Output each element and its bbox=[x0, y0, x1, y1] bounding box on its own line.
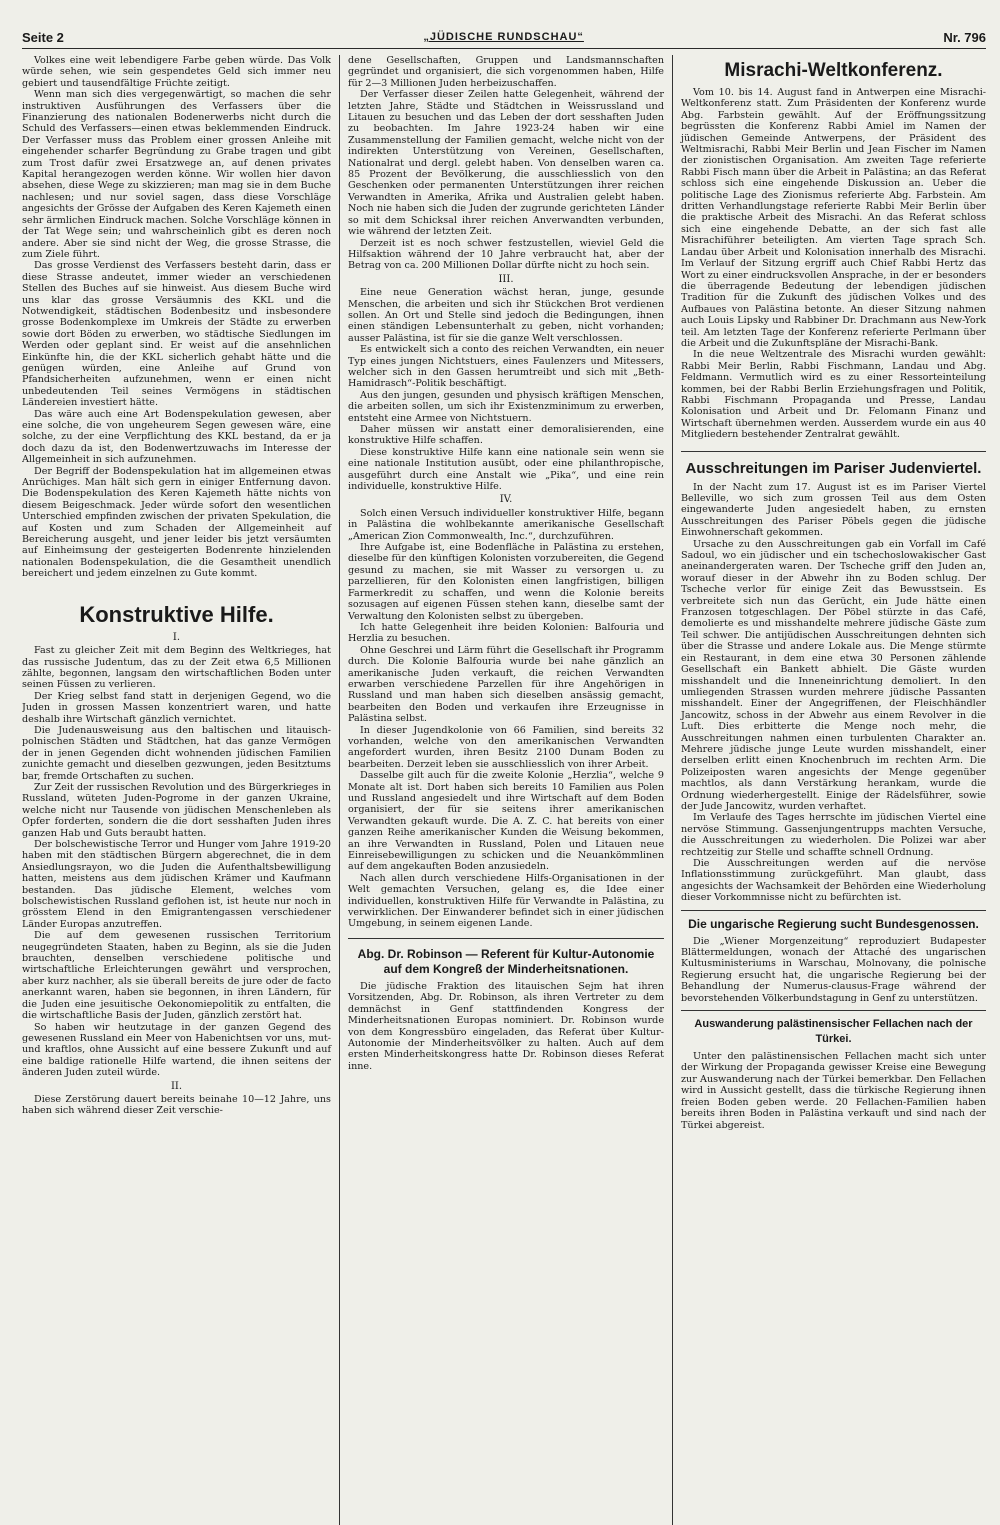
section-number: IV. bbox=[499, 494, 513, 506]
paragraph: Ohne Geschrei und Lärm führt die Gesellschaft ihr Programm durch. Die Kolonie Balfouria wurde bei nahe gänzlich an amerikanische Juden verkauft, die reichen Verwandten erwarben verschiedene Parzellen für ihre Angehörigen in Russland und man haben sich dieselben ansässig gemacht, bearbeiten den Boden und verkaufen ihre Erzeugnisse in Palästina selbst. bbox=[348, 644, 664, 725]
paragraph: In dieser Jugendkolonie von 66 Familien, sind bereits 32 vorhanden, welche von den amerikanischen Verwandten angefordert wurden, ihren Besitz 2100 Dunam Boden zu bearbeiten. Derzeit leben sie ausschliesslich von ihrer Arbeit. bbox=[348, 724, 664, 770]
paragraph: Diese konstruktive Hilfe kann eine nationale sein wenn sie eine nationale Institution ausübt, oder eine philanthropische, ausgeführt durch eine Anstalt wie „Pika“, und eine rein individuelle, konstruktive Hilfe. bbox=[348, 446, 664, 493]
paragraph: Vom 10. bis 14. August fand in Antwerpen eine Misrachi-Weltkonferenz statt. Zum Präsidenten der Konferenz wurde Abg. Farbstein gewählt. Auf der Eröffnungssitzung begrüssten die Konferenz Rabbi Amiel im Namen der jüdischen Gemeinde Antwerpens, der Präsident des Weltmisrachi, Rabbi Meir Berlin und Jean Fischer im Namen der zionistischen Organisation. Am zweiten Tage referierte Rabbi Fisch mann über die Arbeit in Palästina; an das Referat schloss sich eine eingehende Diskussion an. Ueber die politische Lage des Zionismus referierte Abg. Farbstein. Am dritten Verhandlungstage referierte Rabbi Meir Berlin über die praktische Arbeit des Misrachi. An das Referat schloss sich eine eingehende Debatte, an der sich fast alle Misrachiführer beteiligten. Am vierten Tage sprach Sch. Landau über Arbeit und Kolonisation innerhalb des Misrachi. Im Verlauf der Sitzung ergriff auch Chief Rabbi Hertz das Wort zu einer eindrucksvollen Ansprache, in der er besonders die überragende Bedeutung der lebendigen jüdischen Tradition für die Zukunft des jüdischen Volkes und des Aufbaues von Palästina betonte. An dieser Sitzung nahmen auch Louis Lipsky und Rabbiner Dr. Drachmann aus New-York teil. Am letzten Tage der Konferenz referierte Perlmann über die Arbeit und die Zukunftspläne der Misrachi-Bank. bbox=[681, 87, 986, 349]
paragraph: Ursache zu den Ausschreitungen gab ein Vorfall im Café Sadoul, wo ein jüdischer und ein tschechoslowakischer Gast aneinandergeraten waren. Der Tscheche griff den Juden an, worauf dieser in der Abwehr ihn zu Boden schlug. Der Tscheche verlor für einige Zeit das Bewusstsein. Es verbreitete sich nun das Gerücht, ein Jude hätte einen Franzosen totgeschlagen. Der Pöbel stürzte in das Café, demolierte es und misshandelte mehrere jüdische Gäste zum Teil schwer. Die antijüdischen Ausschreitungen dehnten sich über die Strasse und andere Lokale aus. Die Menge stürmte ein Restaurant, in dem eine etwa 30 Personen zählende Gesellschaft ein Bankett abhielt. Die Gäste wurden misshandelt und die Inneneinrichtung demoliert. In den umliegenden Strassen wurden mehrere jüdische Passanten misshandelt. Einer der Angegriffenen, der Fleischhändler Jancowitz, schoss in der Abwehr aus einem Revolver in die Luft. Dies erbitterte die Menge noch mehr, die Ausschreitungen nahmen einen turbulenten Charakter an. Mehrere jüdische junge Leute wurden misshandelt, einer derselben erlitt einen Knochenbruch im rechten Arm. Die Polizeiposten waren angesichts der Menge gegenüber machtlos, als dann Verstärkung herankam, wurde die Ordnung wiederhergestellt. Einige der Rädelsführer, sowie der Jude Jancowitz, wurden verhaftet. bbox=[681, 538, 986, 812]
article-heading-robinson: Abg. Dr. Robinson — Referent für Kultur-Autonomie auf dem Kongreß der Minderheitsnationen. bbox=[348, 938, 664, 977]
paragraph: Das grosse Verdienst des Verfassers besteht darin, dass er diese Strasse andeutet, immer wieder an verschiedenen Stellen des Buches auf sie hinweist. Aus diesem Buche wird uns klar das grosse Versäumnis des KKL und die Notwendigkeit, städtischen Bodenbesitz und insbesondere grosse Bodenkomplexe im Umkreis der Städte zu erwerben sowie dort Böden zu erwerben, wo städtische Siedlungen im Werden oder geplant sind. Er weist auf die ansehnlichen Einkünfte hin, die der KKL sicherlich gehabt hätte und die genügen würden, eine Anleihe auf Grund von Pfandsicherheiten aufzunehmen, wenn er einen nicht unbedeutenden Teil seines Vermögens in städtischen Ländereien investiert hätte. bbox=[22, 260, 331, 409]
article-heading-konstruktive-hilfe: Konstruktive Hilfe. bbox=[79, 601, 274, 627]
article-heading-ausschreitungen: Ausschreitungen im Pariser Judenviertel. bbox=[681, 451, 986, 478]
column-3 bbox=[673, 55, 986, 1525]
paragraph: Ich hatte Gelegenheit ihre beiden Kolonien: Balfouria und Herzlia zu besuchen. bbox=[348, 621, 664, 645]
paragraph: Das wäre auch eine Art Bodenspekulation gewesen, aber eine solche, die von ungeheurem Segen gewesen wäre, eine solche, zu der eine Verpflichtung des KKL bestand, da er ja doch dazu da ist, den Bodenwertzuwachs im Interesse der Allgemeinheit in sich aufzunehmen. bbox=[22, 408, 331, 466]
paragraph: Wenn man sich dies vergegenwärtigt, so machen die sehr instruktiven Ausführungen des Verfassers über die Finanzierung des nationalen Bodenerwerbs nicht durch die Schuld des Verfassers—einen etwas beklemmenden Eindruck. Der Verfasser muss das Problem einer grossen Anleihe mit eingehender scharfer Begründung zu Grabe tragen und gibt zum Trost dafür zwei Ersatzwege an, auf denen privates Kapital herangezogen werden könne. Wir wollen hier davon absehen, diese Wege zu skizzieren; man mag sie in dem Buche nachlesen; und nur soviel sagen, dass diese Vorschläge angesichts der Grösse der Aufgaben des Keren Kajemeth einen sehr ärmlichen Eindruck machen. Solche Vorschläge können in der Tat Wege sein; und wahrscheinlich gibt es deren noch andere. Aber sie sind nicht der Weg, die grosse Strasse, die zum Ziele führt. bbox=[22, 89, 331, 260]
paragraph: Fast zu gleicher Zeit mit dem Beginn des Weltkrieges, hat das russische Judentum, das zu der Zeit etwa 6,5 Millionen zählte, begonnen, langsam den wirtschaftlichen Boden unter seinen Füssen zu verlieren. bbox=[22, 645, 331, 691]
paragraph: Daher müssen wir anstatt einer demoralisierenden, eine konstruktive Hilfe schaffen. bbox=[348, 424, 664, 447]
paragraph: Zur Zeit der russischen Revolution und des Bürgerkrieges in Russland, wüteten Juden-Pogrome in der ganzen Ukraine, welche nicht nur Tausende von jüdischen Menschenleben als Opfer forderten, sondern die die dort sesshaften Juden ihres ganzen Hab und Guts beraubt hatten. bbox=[22, 781, 331, 839]
column-1 bbox=[22, 55, 340, 1525]
paper-name: „JÜDISCHE RUNDSCHAU“ bbox=[423, 31, 584, 43]
paragraph: Dasselbe gilt auch für die zweite Kolonie „Herzlia“, welche 9 Monate alt ist. Dort haben sich bereits 10 Familien aus Polen und Russland angesiedelt und ihre Wirtschaft auf dem Boden organisiert, der für sie seitens ihrer amerikanischen Verwandten gekauft wurde. Die A. Z. C. hat bereits von einer ganzen Reihe amerikanischer Kunden die Weisung bekommen, an ihre Verwandten in Russland, Polen und Litauen neue Einreisebewilligungen zu schicken und die Neuankömmlinen auf dem angekauften Boden anzusiedeln. bbox=[348, 770, 664, 873]
paragraph: Der bolschewistische Terror und Hunger vom Jahre 1919-20 haben mit den städtischen Bürgern abgerechnet, die in dem Ansiedlungsrayon, wo die Juden die Aufenthaltsbewilligung hatten, meistens aus dem jüdischen Krämer und Kaufmann bestanden. Das jüdische Element, welches vom bolschewistischen Russland geflohen ist, ist heute nur noch in grösstem Elend in den Emigrantengassen verschiedener Länder Europas anzutreffen. bbox=[22, 839, 331, 930]
paragraph: Im Verlaufe des Tages herrschte im jüdischen Viertel eine nervöse Stimmung. Gassenjungentrupps machten Versuche, die Ausschreitungen zu wiederholen. Die Polizei war aber rechtzeitig zur Stelle und schaffte schnell Ordnung. bbox=[681, 812, 986, 858]
section-number: I. bbox=[172, 631, 181, 643]
paragraph: Der Krieg selbst fand statt in derjenigen Gegend, wo die Juden in grossen Massen konzentriert waren, und hatte deshalb ihre Wirtschaft gänzlich vernichtet. bbox=[22, 690, 331, 725]
article-heading-auswanderung: Auswanderung palästinensischer Fellachen nach der Türkei. bbox=[681, 1010, 986, 1047]
section-number: III. bbox=[498, 273, 514, 285]
paragraph: In die neue Weltzentrale des Misrachi wurden gewählt: Rabbi Meir Berlin, Rabbi Fischmann, Landau und Abg. Feldmann. Vermutlich wird es zu einer Ressorteinteilung kommen, bei der Rabbi Berlin Erziehungsfragen und Politik, Rabbi Fischmann Propaganda und Presse, Landau Kolonisation und Arbeit und Dr. Felomann Finanz und Wirtschaft übernehmen werden. Ausserdem wurde ein aus 40 Mitgliedern bestehender Zentralrat gewählt. bbox=[681, 349, 986, 441]
paragraph: Der Begriff der Bodenspekulation hat im allgemeinen etwas Anrüchiges. Man hält sich gern in einiger Entfernung davon. Die Bodenspekulation des Keren Kajemeth hätte nichts von diesem Beigeschmack. Jeder würde sofort den wesentlichen Unterschied empfinden zwischen der privaten Spekulation, die auf Kosten und zum Schaden der Allgemeinheit auf Bereicherung ausgeht, und jener leider bis jetzt versäumten auf Einheimsung der gesteigerten Bodenrente hinzielenden nationalen Bodenspekulation, die die Gesamtheit unendlich bereichert und jedem einzelnen zu Gute kommt. bbox=[22, 465, 331, 580]
paragraph: Die auf dem gewesenen russischen Territorium neugegründeten Staaten, haben zu Beginn, als sie die Juden brauchten, denselben verschiedene politische und wirtschaftliche Erleichterungen gewährt und versprochen, aber kurz nachher, als sie überall bereits de jure oder de facto anerkannt waren, haben sie begonnen, in ihren Ländern, für die Juden eine jesuitische Oekonomiepolitik zu entfalten, die die wirtschaftliche Basis der Juden, gänzlich zerstört hat. bbox=[22, 930, 331, 1022]
paragraph: Derzeit ist es noch schwer festzustellen, wieviel Geld die Hilfsaktion während der 10 Jahre verbraucht hat, aber der Betrag von ca. 200 Millionen Dollar dürfte nicht zu hoch sein. bbox=[348, 237, 664, 272]
column-2 bbox=[340, 55, 673, 1525]
page-header bbox=[22, 26, 986, 49]
paragraph: Die jüdische Fraktion des litauischen Sejm hat ihren Vorsitzenden, Abg. Dr. Robinson, als ihren Vertreter zu dem demnächst in Genf stattfindenden Kongress der Minderheitsnationen Europas nominiert. Dr. Robinson wurde von dem Kongressbüro eingeladen, das Referat über Kultur-Autonomie der Minderheitsvölker zu halten. Auch auf dem ersten Minderheitskongress hatte Dr. Robinson dieses Referat inne. bbox=[348, 980, 664, 1072]
paragraph: Diese Zerstörung dauert bereits beinahe 10—12 Jahre, uns haben sich während dieser Zeit verschie- bbox=[22, 1093, 331, 1117]
paragraph: dene Gesellschaften, Gruppen und Landsmannschaften gegründet und organisiert, die sich vorgenommen haben, Hilfe für 2—3 Millionen Juden herbeizuschaffen. bbox=[348, 55, 664, 89]
paragraph: Der Verfasser dieser Zeilen hatte Gelegenheit, während der letzten Jahre, Städte und Städtchen in Weissrussland und Litauen zu besuchen und das Leben der dort sesshaften Juden zu beobachten. Im Jahre 1923-24 haben wir eine Zusammenstellung der Familien gemacht, welche nicht von der indirekten Unterstützung von Vereinen, Gesellschaften, Nationalrat und dergl. gelebt haben. Von denselben waren ca. 85 Prozent der Bevölkerung, die ausschliesslich von den Geschenken oder permanenten Unterstützungen ihrer reichen Verwandten in Amerika, Afrika und Australien gelebt haben. Noch nie haben sich die Juden der zugrunde gerichteten Länder so mit dem Schicksal ihrer reichen Anverwandten verbunden, wie während der letzten Zeit. bbox=[348, 89, 664, 238]
paragraph: Aus den jungen, gesunden und physisch kräftigen Menschen, die arbeiten sollen, um sich ihr Existenzminimum zu erwerben, entsteht eine Armee von Nichtstuern. bbox=[348, 389, 664, 424]
paragraph: In der Nacht zum 17. August ist es im Pariser Viertel Belleville, wo sich zum grossen Teil aus dem Osten eingewanderte Juden angesiedelt haben, zu ernsten Ausschreitungen des Pariser Pöbels gegen die jüdische Einwohnerschaft gekommen. bbox=[681, 481, 986, 539]
paragraph: Nach allen durch verschiedene Hilfs-Organisationen in der Welt gemachten Versuchen, gelang es, die Idee einer individuellen, konstruktiven Hilfe für Verwandte in Palästina, zu verwirklichen. Der Einwanderer befindet sich in einer jüdischen Umgebung, in seinem eigenen Lande. bbox=[348, 872, 664, 930]
section-number: II. bbox=[170, 1080, 183, 1092]
page-label: Seite 2 bbox=[22, 29, 64, 45]
columns bbox=[22, 55, 986, 1525]
paragraph: So haben wir heutzutage in der ganzen Gegend des gewesenen Russland ein Meer von Habenichtsen vor uns, mut- und kraftlos, ohne Aussicht auf eine bessere Zukunft und auf eine baldige rationelle Hilfe wartend, die ihnen seitens der änderen Juden zuteil würde. bbox=[22, 1021, 331, 1079]
paragraph: Es entwickelt sich a conto des reichen Verwandten, ein neuer Typ eines jungen Nichtstuers, eines Faulenzers und Mitessers, welcher sich in den Gassen herumtreibt und sich mit „Beth-Hamidrasch“-Politik beschäftigt. bbox=[348, 344, 664, 390]
paragraph: Unter den palästinensischen Fellachen macht sich unter der Wirkung der Propaganda gewisser Kreise eine Bewegung zur Auswanderung nach der Türkei bemerkbar. Den Fellachen wird in Aussicht gestellt, dass die türkische Regierung ihnen freien Boden geben werde. 20 Fellachen-Familien haben bereits ihren Boden in Palästina verkauft und sind nach der Türkei abgereist. bbox=[681, 1051, 986, 1131]
article-heading-misrachi: Misrachi-Weltkonferenz. bbox=[724, 60, 943, 81]
paragraph: Die Ausschreitungen werden auf die nervöse Inflationsstimmung zurückgeführt. Man glaubt, dass angesichts der Wachsamkeit der Behörden eine Wiederholung dieser Vorkommnisse nicht zu befürchten ist. bbox=[681, 858, 986, 904]
paragraph: Die Judenausweisung aus den baltischen und litauisch-polnischen Städten und Städtchen, hat das ganze Vermögen der in jenen Gegenden dicht wohnenden jüdischen Familien zunichte gemacht und dieselben gezwungen, jeden Besitztums bar, fremde Ortschaften zu suchen. bbox=[22, 724, 331, 782]
issue-number: Nr. 796 bbox=[943, 29, 986, 45]
paragraph: Solch einen Versuch individueller konstruktiver Hilfe, begann in Palästina die wohlbekannte amerikanische Gesellschaft „American Zion Commonwealth, Inc.“, durchzuführen. bbox=[348, 507, 664, 542]
paragraph: Die „Wiener Morgenzeitung“ reproduziert Budapester Blättermeldungen, wonach der Attaché des ungarischen Kultusministeriums in Warschau, Molnovany, die polnische Regierung ersucht hat, die ungarische Regierung bei der Behandlung der Numerus-clausus-Frage während der bevorstehenden Völkerbundstagung in Genf zu unterstützen. bbox=[681, 935, 986, 1004]
article-heading-ungarn: Die ungarische Regierung sucht Bundesgenossen. bbox=[681, 910, 986, 932]
paragraph: Eine neue Generation wächst heran, junge, gesunde Menschen, die arbeiten und sich ihr Stückchen Brot verdienen sollen. An Ort und Stelle sind jedoch die Bedingungen, ihnen einen ständigen Lebensunterhalt zu geben, nicht vorhanden; ausser Palästina, ist für sie die ganze Welt verschlossen. bbox=[348, 287, 664, 344]
paragraph: Ihre Aufgabe ist, eine Bodenfläche in Palästina zu erstehen, dieselbe für den künftigen Kolonisten vorzubereiten, die Gegend gesund zu machen, sie mit Wasser zu versorgen u. zu parzellieren, für den Kolonisten einen langfristigen, billigen Farmerkredit zu schaffen, und wenn die Kolonie bereits sozusagen auf eigenen Füssen stehen kann, dieselbe samt der Verwaltung den Kolonisten selbst zu übergeben. bbox=[348, 542, 664, 622]
paragraph: Volkes eine weit lebendigere Farbe geben würde. Das Volk würde sehen, wie sein gespendetes Geld sich immer neu gebiert und tausendfältige Früchte zeitigt. bbox=[22, 55, 331, 89]
